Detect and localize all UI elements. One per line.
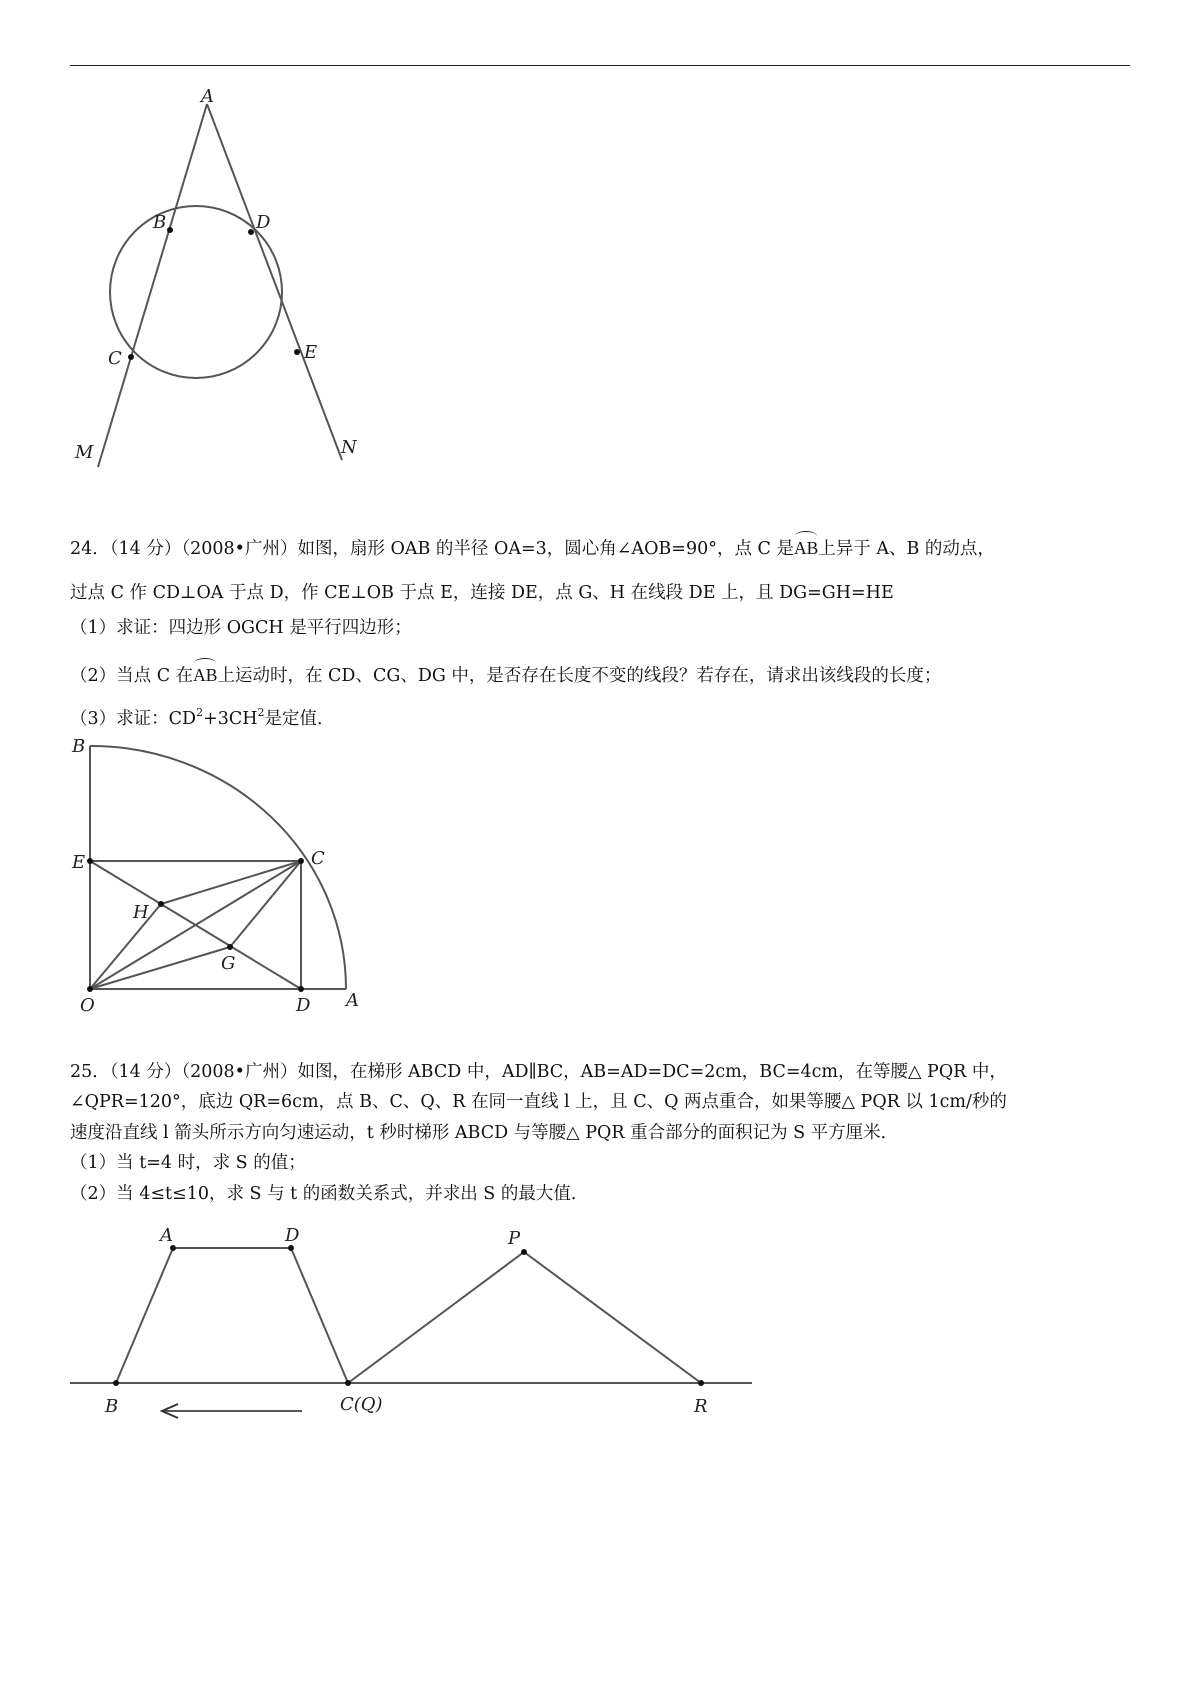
- point-g: [227, 944, 233, 950]
- q24-sub2: [70, 664, 941, 687]
- q24-sub2-post: 上运动时，在 CD、CG、DG 中，是否存在长度不变的线段？若存在，请求出该线段的长度；: [217, 666, 942, 686]
- q24-sup1: 2: [196, 706, 204, 719]
- q25-line2: ∠QPR=120°，底边 QR=6cm，点 B、C、Q、R 在同一直线 l 上，且 C、Q 两点重合，如果等腰△ PQR 以 1cm/秒的: [70, 1092, 1007, 1112]
- label-a: A: [346, 990, 359, 1011]
- label-b: B: [153, 212, 167, 233]
- point-d: [248, 229, 254, 235]
- label-e: E: [304, 342, 318, 363]
- segment-hc: [161, 861, 301, 904]
- q24-sub1: （1）求证：四边形 OGCH 是平行四边形；: [70, 618, 412, 638]
- q25-line3: 速度沿直线 l 箭头所示方向匀速运动，t 秒时梯形 ABCD 与等腰△ PQR 重合部分的面积记为 S 平方厘米．: [70, 1123, 899, 1143]
- q24-sub3-pre: （3）求证：CD: [70, 709, 197, 729]
- q24-line2: 过点 C 作 CD⊥OA 于点 D，作 CE⊥OB 于点 E，连接 DE，点 G、H 在线段 DE 上，且 DG=GH=HE: [70, 583, 894, 603]
- label-o: O: [80, 995, 95, 1016]
- line-am: [98, 104, 207, 467]
- label-b: B: [72, 736, 86, 757]
- label-a: A: [201, 86, 214, 107]
- label-p: P: [508, 1228, 521, 1249]
- arc-ab-symbol: AB: [793, 538, 819, 558]
- q24-sup2: 2: [257, 706, 265, 719]
- label-d: D: [296, 995, 311, 1016]
- label-h: H: [133, 902, 149, 923]
- label-e: E: [72, 852, 86, 873]
- q24-sub3-post: 是定值．: [264, 709, 335, 729]
- label-d: D: [256, 212, 271, 233]
- point-e: [294, 349, 300, 355]
- label-b: B: [105, 1396, 119, 1417]
- figure-circle-secants: [60, 80, 380, 463]
- point-c: [128, 354, 134, 360]
- point-d: [298, 986, 304, 992]
- q24-line1: [70, 537, 995, 560]
- q24-sub2-pre: （2）当点 C 在: [70, 666, 194, 686]
- q25-sub2: （2）当 4≤t≤10，求 S 与 t 的函数关系式，并求出 S 的最大值．: [70, 1184, 589, 1204]
- point-o: [87, 986, 93, 992]
- q25-sub1: （1）当 t=4 时，求 S 的值；: [70, 1153, 306, 1173]
- segment-qp: [348, 1252, 524, 1383]
- q24-line1-pre: 24．（14 分）（2008•广州）如图，扇形 OAB 的半径 OA=3，圆心角∠AOB=90°，点 C 是: [70, 539, 794, 559]
- segment-pr: [524, 1252, 701, 1383]
- point-b: [167, 227, 173, 233]
- label-cq: C(Q): [340, 1394, 383, 1415]
- point-p: [521, 1249, 527, 1255]
- segment-og: [90, 947, 230, 989]
- figure-sector: [60, 730, 380, 1020]
- segment-ab: [116, 1248, 173, 1383]
- label-c: C: [311, 848, 325, 869]
- label-n: N: [341, 437, 357, 458]
- point-b: [113, 1380, 119, 1386]
- segment-oh: [90, 904, 161, 989]
- line-an: [207, 104, 342, 460]
- point-r: [698, 1380, 704, 1386]
- header-rule: [70, 65, 1130, 66]
- q25-line1: 25．（14 分）（2008•广州）如图，在梯形 ABCD 中，AD∥BC，AB=AD=DC=2cm，BC=4cm，在等腰△ PQR 中，: [70, 1062, 1007, 1082]
- label-g: G: [221, 953, 236, 974]
- point-cq: [345, 1380, 351, 1386]
- label-m: M: [75, 442, 94, 463]
- arc-ab-symbol: AB: [193, 665, 218, 685]
- q24-line1-post: 上异于 A、B 的动点，: [818, 539, 995, 559]
- point-e: [87, 858, 93, 864]
- arc-ab: [90, 746, 346, 989]
- q24-sub3-mid: +3CH: [203, 709, 258, 729]
- label-d: D: [285, 1225, 300, 1246]
- segment-gc: [230, 861, 301, 947]
- point-c: [298, 858, 304, 864]
- segment-dc: [291, 1248, 348, 1383]
- q24-sub3: [70, 708, 335, 730]
- label-c: C: [108, 348, 122, 369]
- figure-trapezoid-triangle: [60, 1220, 760, 1420]
- label-a: A: [160, 1225, 173, 1246]
- point-h: [158, 901, 164, 907]
- label-r: R: [694, 1396, 708, 1417]
